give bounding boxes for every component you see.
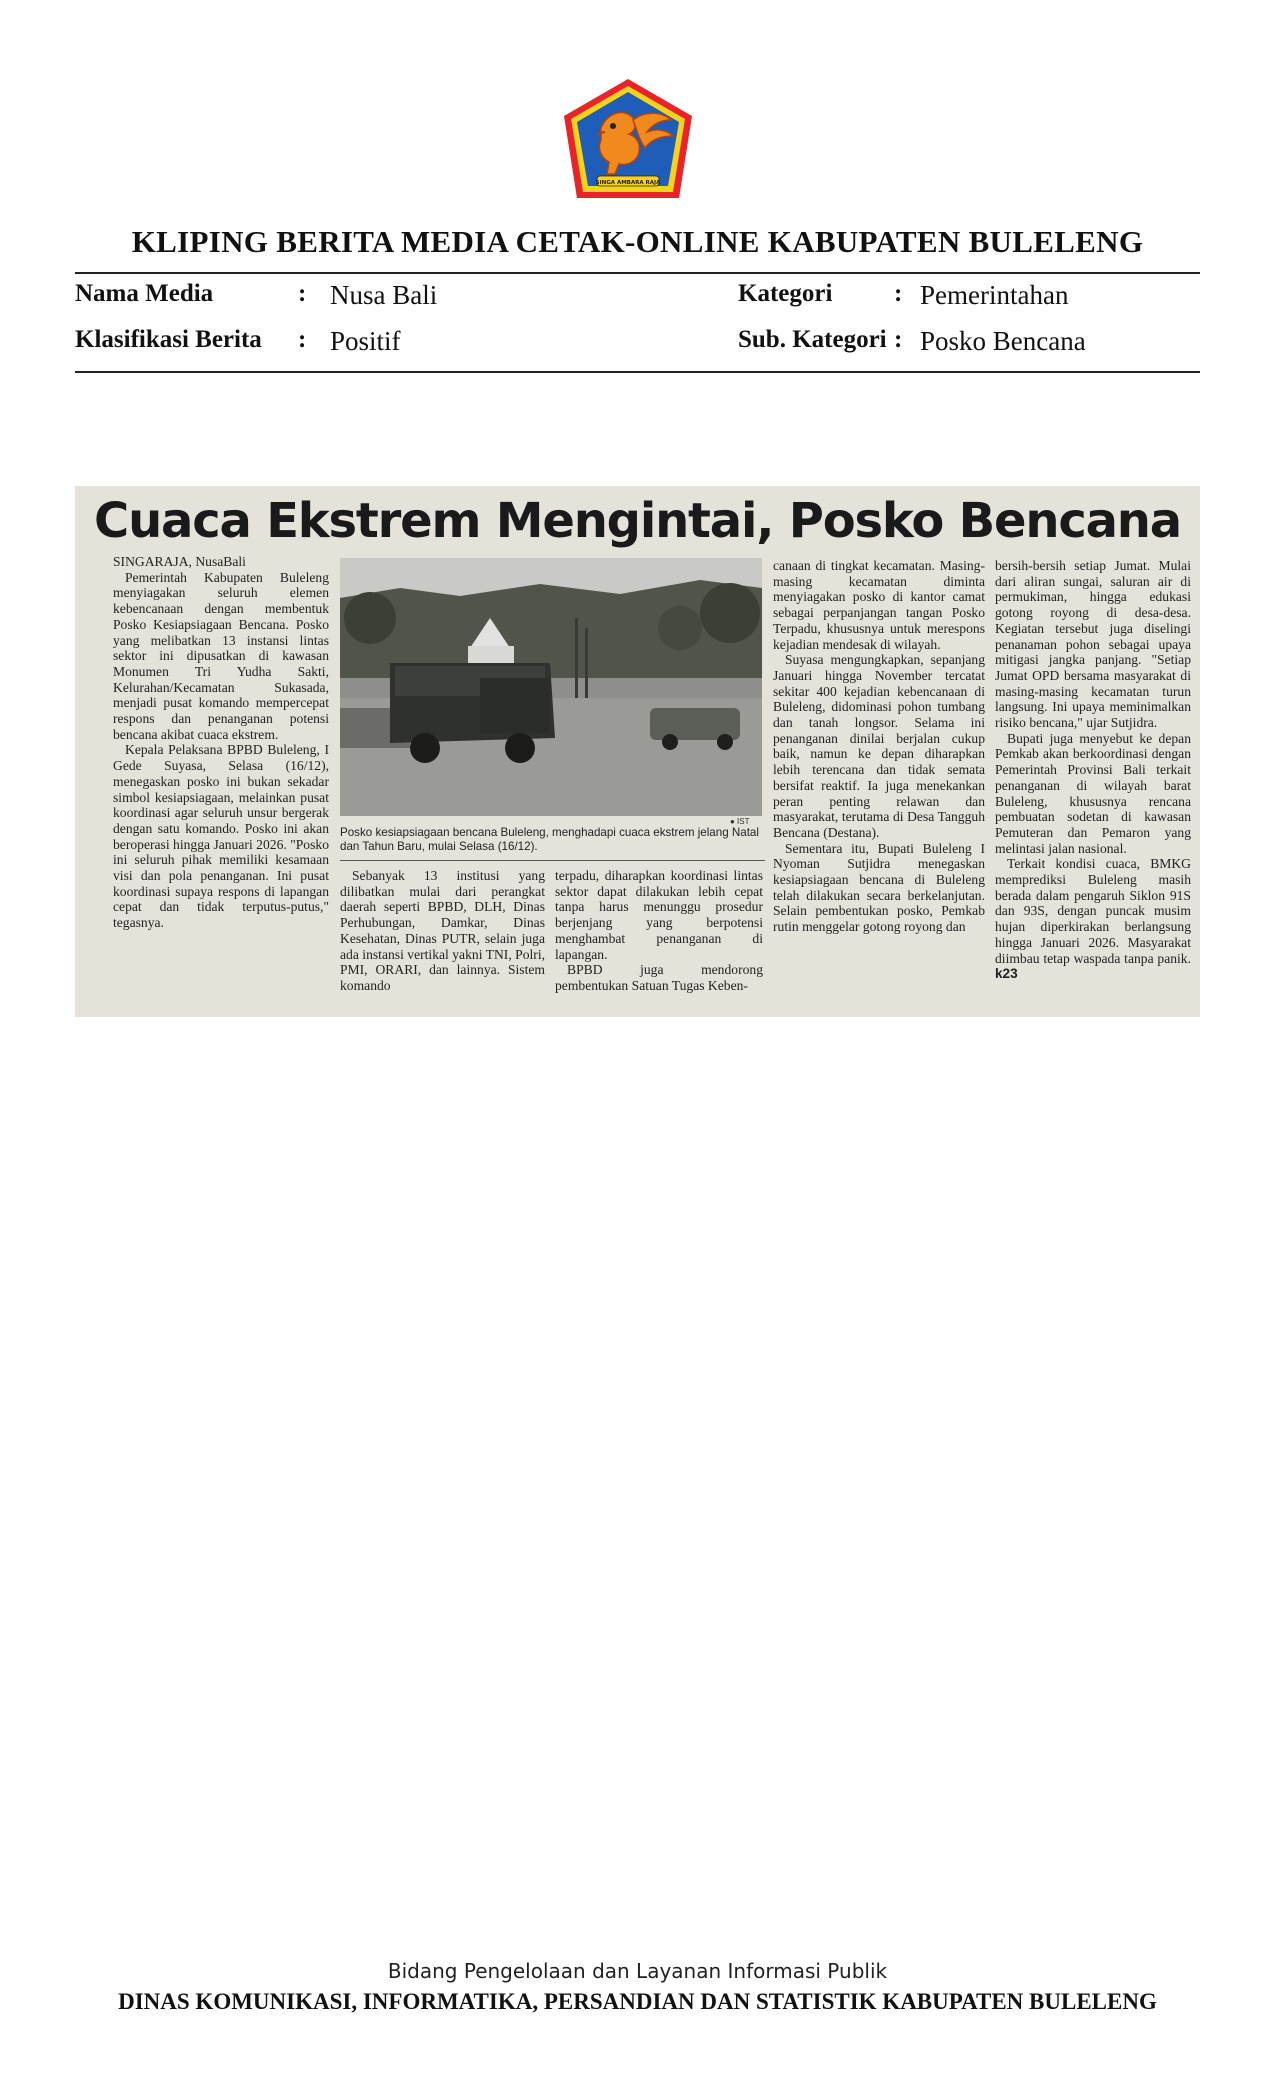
meta-value-klasifikasi: Positif bbox=[330, 326, 401, 356]
article-column-2 bbox=[340, 868, 545, 994]
article-paragraph: terpadu, diharapkan koordinasi lintas sektor dapat dilakukan lebih cepat tanpa harus menunggu prosedur berjenjang yang berpotensi menghambat penanganan di lapangan. bbox=[555, 868, 763, 962]
article-paragraph bbox=[995, 856, 1191, 982]
article-headline: Cuaca Ekstrem Mengintai, Posko Bencana bbox=[94, 493, 1181, 549]
article-column-1 bbox=[113, 554, 329, 931]
meta-value-kategori: Pemerintahan bbox=[920, 280, 1069, 310]
document-title: KLIPING BERITA MEDIA CETAK-ONLINE KABUPATEN BULELENG bbox=[131, 224, 1144, 259]
kabupaten-buleleng-emblem bbox=[561, 76, 695, 201]
article-closing-text: Terkait kondisi cuaca, BMKG memprediksi Buleleng masih berada dalam pengaruh Siklon 91S dan 93S, dengan puncak musim hujan diperkirakan berlangsung hingga Januari 2026. Masyarakat diimbau tetap waspada tanpa panik. bbox=[995, 856, 1191, 966]
meta-value-nama-media: Nusa Bali bbox=[330, 280, 438, 310]
article-dateline: SINGARAJA, NusaBali bbox=[113, 554, 246, 569]
header-rule-top bbox=[75, 272, 1200, 274]
meta-colon: : bbox=[894, 280, 903, 307]
article-paragraph: BPBD juga mendorong pembentukan Satuan Tugas Keben- bbox=[555, 962, 763, 993]
article-paragraph: bersih-bersih setiap Jumat. Mulai dari aliran sungai, saluran air di permukiman, hingga edukasi gotong royong di desa-desa. Kegiatan tersebut juga diselingi penanaman pohon sebagai upaya mitigasi jangka panjang. "Setiap Jumat OPD bersama masyarakat di masing-masing kecamatan turun langsung. Ini upaya meminimalkan risiko bencana," ujar Sutjidra. bbox=[995, 558, 1191, 731]
meta-label-nama-media: Nama Media bbox=[75, 280, 214, 307]
photo-caption: Posko kesiapsiagaan bencana Buleleng, menghadapi cuaca ekstrem jelang Natal dan Tahun Baru, mulai Selasa (16/12). bbox=[340, 826, 759, 853]
article-paragraph: Bupati juga menyebut ke depan Pemkab akan berkoordinasi dengan Pemerintah Provinsi Bali terkait penanganan di wilayah barat Buleleng, khususnya rencana pembuatan sodetan di kawasan Pemuteran dan Pemaron yang melintasi jalan nasional. bbox=[995, 730, 1191, 856]
photo-credit: ● IST bbox=[730, 817, 750, 826]
article-paragraph: Pemerintah Kabupaten Buleleng menyiagakan seluruh elemen kebencanaan dengan membentuk Posko Kesiapsiagaan Bencana. Posko yang melibatkan 13 instansi lintas sektor ini dipusatkan di kawasan Monumen Tri Yudha Sakti, Kelurahan/Kecamatan Sukasada, menjadi pusat komando mempercepat respons dan penanganan potensi bencana akibat cuaca ekstrem. bbox=[113, 569, 329, 742]
meta-colon: : bbox=[298, 326, 307, 353]
article-column-5 bbox=[995, 558, 1191, 982]
meta-colon: : bbox=[298, 280, 307, 307]
meta-row-2 bbox=[75, 326, 1200, 366]
meta-label-klasifikasi: Klasifikasi Berita bbox=[75, 326, 262, 353]
footer-agency: DINAS KOMUNIKASI, INFORMATIKA, PERSANDIAN DAN STATISTIK KABUPATEN BULELENG bbox=[118, 1989, 1157, 2014]
article-paragraph: Sebanyak 13 institusi yang dilibatkan mulai dari perangkat daerah seperti BPBD, DLH, Dinas Perhubungan, Damkar, Dinas Kesehatan, Dinas PUTR, selain juga ada instansi vertikal yakni TNI, Polri, PMI, ORARI, dan lainnya. Sistem komando bbox=[340, 868, 545, 993]
article-paragraph: Suyasa mengungkapkan, sepanjang Januari hingga November tercatat sekitar 400 kejadian kebencanaan di Buleleng, didominasi pohon tumbang dan tanah longsor. Selama ini penanganan dinilai berjalan cukup baik, namun ke depan diharapkan lebih terencana dan tidak semata bersifat reaktif. Ia juga menekankan peran penting relawan dan masyarakat, terutama di Desa Tangguh Bencana (Destana). bbox=[773, 652, 985, 840]
caption-divider bbox=[340, 860, 765, 861]
newspaper-clipping bbox=[75, 486, 1200, 1017]
header-rule-bottom bbox=[75, 371, 1200, 373]
meta-row-1 bbox=[75, 280, 1200, 320]
article-column-4 bbox=[773, 558, 985, 935]
meta-colon: : bbox=[894, 326, 903, 353]
article-paragraph: Kepala Pelaksana BPBD Buleleng, I Gede Suyasa, Selasa (16/12), menegaskan posko ini bukan sekadar simbol kesiapsiagaan, melainkan pusat koordinasi agar seluruh unsur bergerak dengan satu komando. Posko ini akan beroperasi hingga Januari 2026. "Posko ini seluruh pihak memiliki kesamaan visi dan pola penanganan. Ini pusat koordinasi supaya respons di lapangan cepat dan tidak terputus-putus," tegasnya. bbox=[113, 742, 329, 931]
meta-label-kategori: Kategori bbox=[738, 280, 833, 307]
svg-text:SINGA AMBARA RAJA: SINGA AMBARA RAJA bbox=[595, 180, 661, 186]
footer-division: Bidang Pengelolaan dan Layanan Informasi Publik bbox=[387, 1959, 888, 1983]
article-paragraph: canaan di tingkat kecamatan. Masing-masing kecamatan diminta menyiagakan posko di kantor camat sebagai perpanjangan tangan Posko Terpadu, khususnya untuk merespons kejadian mendesak di wilayah. bbox=[773, 558, 985, 652]
reporter-signature: k23 bbox=[995, 966, 1018, 982]
meta-label-sub-kategori: Sub. Kategori bbox=[738, 326, 887, 353]
meta-value-sub-kategori: Posko Bencana bbox=[920, 326, 1086, 356]
posko-photo bbox=[340, 558, 762, 816]
article-paragraph: Sementara itu, Bupati Buleleng I Nyoman Sutjidra menegaskan kesiapsiagaan bencana di Buleleng telah dilakukan secara berkelanjutan. Selain pembentukan posko, Pemkab rutin menggelar gotong royong dan bbox=[773, 840, 985, 935]
article-column-3 bbox=[555, 868, 763, 994]
